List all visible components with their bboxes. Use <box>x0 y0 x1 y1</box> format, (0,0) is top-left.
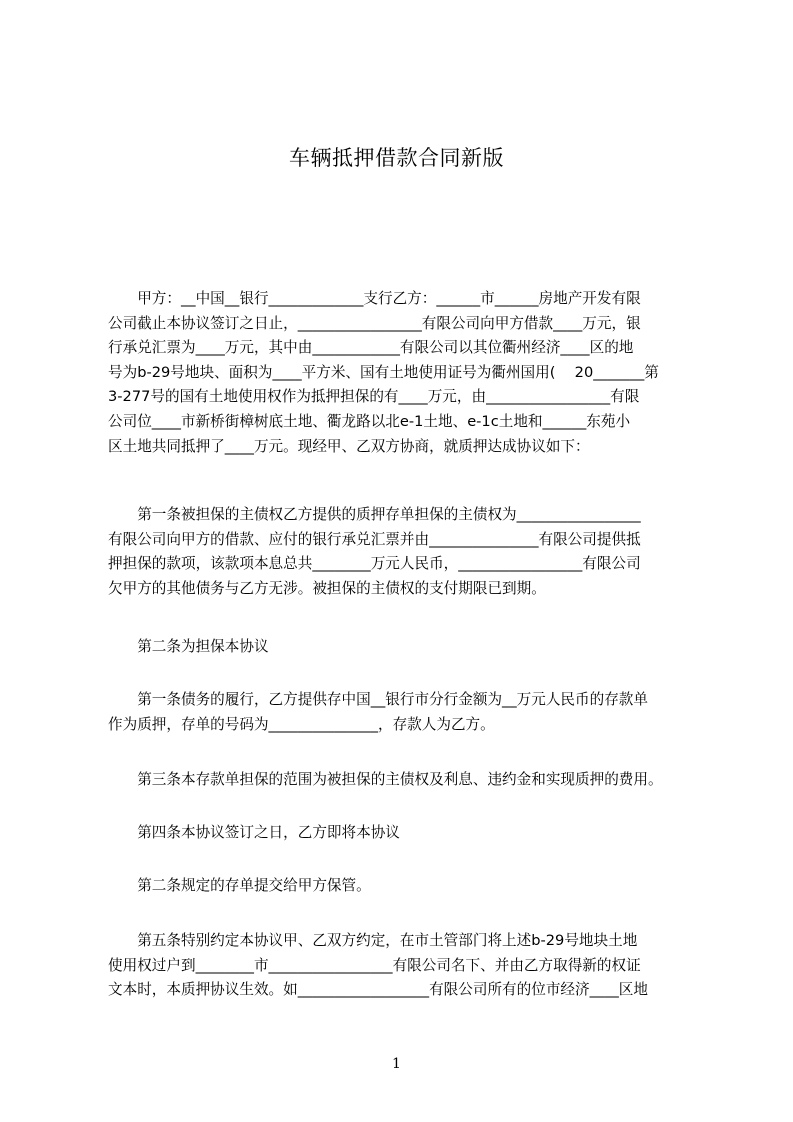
article-4-paragraph <box>108 821 708 846</box>
text-line: 甲方：__中国__银行_____________支行乙方：______市______房地产开发有限 <box>108 290 641 307</box>
text-line: 3-277号的国有土地使用权作为抵押担保的有____万元，由_________________有限 <box>108 388 640 406</box>
text-line: 行承兑汇票为____万元，其中由____________有限公司以其位衢州经济____区的地 <box>108 339 634 357</box>
text-line: 文本时，本质押协议生效。如__________________有限公司所有的位市经济____区地 <box>108 981 648 999</box>
article-3-paragraph <box>108 768 708 793</box>
text-line: 第四条本协议签订之日，乙方即将本协议 <box>108 824 400 841</box>
text-line: 公司截止本协议签订之日止，_________________有限公司向甲方借款____万元，银 <box>108 314 641 332</box>
text-line: 第三条本存款单担保的范围为被担保的主债权及利息、违约金和实现质押的费用。 <box>108 771 663 788</box>
text-line: 有限公司向甲方的借款、应付的银行承兑汇票并由_______________有限公司提供抵 <box>108 530 641 548</box>
text-line: 第一条债务的履行，乙方提供存中国__银行市分行金额为__万元人民币的存款单 <box>108 691 648 708</box>
article-5-paragraph <box>108 929 708 1003</box>
text-line: 第五条特别约定本协议甲、乙双方约定，在市土管部门将上述b-29号地块土地 <box>108 932 638 949</box>
document-title: 车辆抵押借款合同新版 <box>289 146 504 170</box>
text-line: 第一条被担保的主债权乙方提供的质押存单担保的主债权为_________________ <box>108 506 641 523</box>
text-line: 号为b-29号地块、面积为____平方米、国有土地使用证号为衢州国用( 20_______第 <box>108 363 659 381</box>
text-line: 欠甲方的其他债务与乙方无涉。被担保的主债权的支付期限已到期。 <box>108 579 546 597</box>
article-1-paragraph <box>108 503 708 601</box>
text-line: 第二条规定的存单提交给甲方保管。 <box>108 877 371 894</box>
text-line: 区土地共同抵押了____万元。现经甲、乙双方协商，就质押达成协议如下： <box>108 437 590 455</box>
text-line: 公司位____市新桥街樟树底土地、衢龙路以北e-1土地、e-1c土地和______东苑小 <box>108 412 631 430</box>
article-4-continuation <box>108 874 708 899</box>
text-line: 作为质押，存单的号码为_______________，存款人为乙方。 <box>108 715 495 733</box>
intro-paragraph <box>108 287 708 459</box>
article-2-body <box>108 688 708 737</box>
text-line: 使用权过户到________市_________________有限公司名下、并由乙方取得新的权证 <box>108 956 641 974</box>
text-line: 第二条为担保本协议 <box>108 638 269 655</box>
article-2-heading <box>108 635 708 660</box>
page-number: 1 <box>392 1056 401 1072</box>
text-line: 押担保的款项，该款项本息总共________万元人民币，_________________有限公司 <box>108 555 641 573</box>
